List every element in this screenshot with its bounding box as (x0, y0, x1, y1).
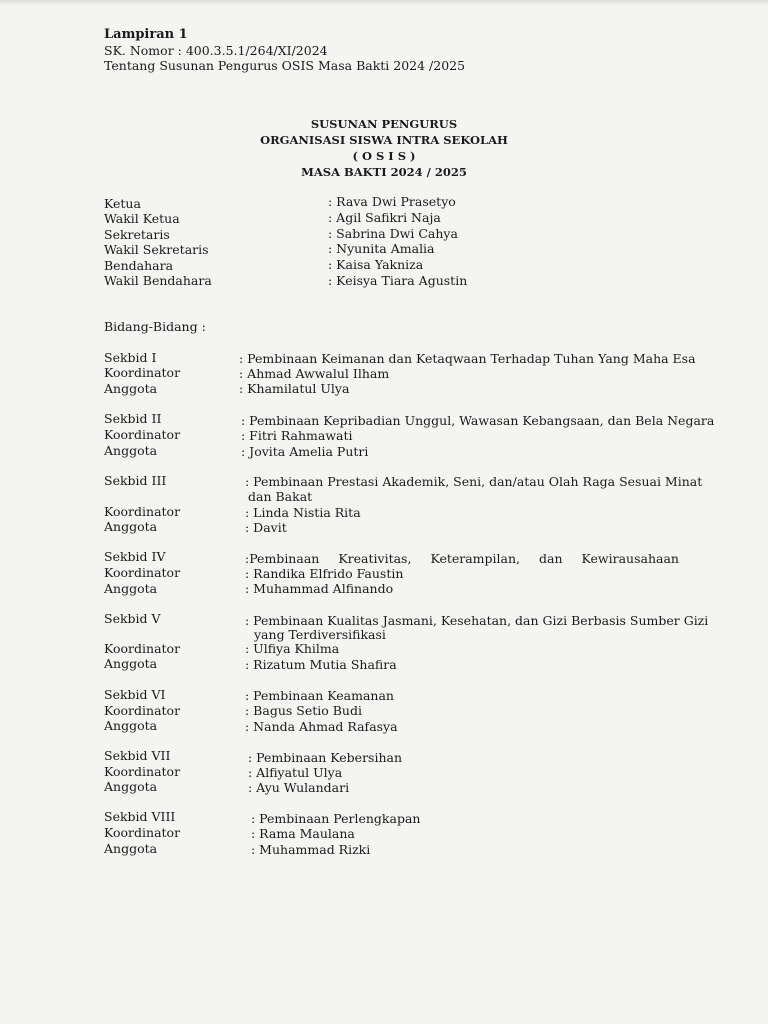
description-word: Keterampilan, (430, 551, 521, 566)
koordinator-name: : Rama Maulana (251, 826, 355, 841)
koordinator-name: : Fitri Rahmawati (241, 428, 353, 443)
description-word: dan (539, 551, 563, 566)
sekbid-description-cont: yang Terdiversifikasi (254, 627, 386, 642)
lampiran-label: Lampiran 1 (104, 27, 188, 42)
sekbid-description: : Pembinaan Keimanan dan Ketaqwaan Terhadap Tuhan Yang Maha Esa (239, 351, 696, 366)
anggota-label: Anggota (104, 381, 158, 396)
koordinator-label: Koordinator (104, 825, 181, 840)
koordinator-name: : Linda Nistia Rita (245, 505, 361, 520)
scan-edge-shadow (0, 0, 768, 6)
title-line-2: ORGANISASI SISWA INTRA SEKOLAH (260, 133, 508, 147)
koordinator-name: : Randika Elfrido Faustin (245, 566, 404, 581)
sekbid-name: Sekbid VI (104, 687, 166, 702)
officer-name: : Agil Safikri Naja (328, 210, 441, 225)
anggota-label: Anggota (104, 656, 158, 671)
description-word: Kreativitas, (338, 551, 412, 566)
title-line-3: ( O S I S ) (352, 149, 416, 163)
officer-name: : Kaisa Yakniza (328, 257, 424, 272)
sekbid-description: : Pembinaan Keamanan (245, 688, 394, 703)
title-line-4: MASA BAKTI 2024 / 2025 (301, 165, 467, 179)
sekbid-description (245, 551, 679, 567)
sekbid-name: Sekbid V (104, 611, 161, 626)
koordinator-label: Koordinator (104, 565, 181, 580)
title-line-1: SUSUNAN PENGURUS (310, 117, 458, 131)
sekbid-name: Sekbid IV (104, 549, 166, 564)
officer-role: Wakil Bendahara (104, 273, 212, 288)
koordinator-name: : Ulfiya Khilma (245, 641, 340, 656)
officer-name: : Nyunita Amalia (328, 241, 435, 256)
anggota-name: : Davit (245, 520, 287, 535)
anggota-label: Anggota (104, 519, 158, 534)
officer-name: : Rava Dwi Prasetyo (328, 194, 456, 209)
anggota-name: : Khamilatul Ulya (239, 381, 350, 396)
sk-number: SK. Nomor : 400.3.5.1/264/XI/2024 (104, 43, 328, 58)
koordinator-name: : Alfiyatul Ulya (248, 765, 343, 780)
officer-name: : Sabrina Dwi Cahya (328, 226, 458, 241)
koordinator-name: : Bagus Setio Budi (245, 703, 362, 718)
koordinator-label: Koordinator (104, 365, 181, 380)
anggota-label: Anggota (104, 841, 158, 856)
officer-role: Wakil Sekretaris (104, 242, 209, 257)
sekbid-name: Sekbid VII (104, 748, 171, 763)
officer-role: Wakil Ketua (104, 211, 180, 226)
sekbid-description-cont: dan Bakat (248, 489, 313, 504)
anggota-label: Anggota (104, 718, 158, 733)
sekbid-name: Sekbid VIII (104, 809, 176, 824)
koordinator-label: Koordinator (104, 427, 181, 442)
officer-role: Ketua (104, 196, 141, 211)
koordinator-label: Koordinator (104, 504, 181, 519)
sekbid-description: : Pembinaan Kualitas Jasmani, Kesehatan, dan Gizi Berbasis Sumber Gizi (245, 613, 709, 628)
sekbid-name: Sekbid II (104, 411, 162, 426)
sekbid-description: : Pembinaan Kepribadian Unggul, Wawasan Kebangsaan, dan Bela Negara (241, 413, 715, 428)
anggota-name: : Nanda Ahmad Rafasya (245, 719, 398, 734)
anggota-name: : Jovita Amelia Putri (241, 444, 369, 459)
sekbid-description: : Pembinaan Kebersihan (248, 750, 403, 765)
officer-role: Sekretaris (104, 227, 170, 242)
anggota-name: : Rizatum Mutia Shafira (245, 657, 397, 672)
sekbid-name: Sekbid I (104, 350, 157, 365)
description-word: :Pembinaan (245, 551, 320, 566)
sekbid-description: : Pembinaan Prestasi Akademik, Seni, dan/atau Olah Raga Sesuai Minat (245, 474, 703, 489)
description-word: Kewirausahaan (581, 551, 679, 566)
sekbid-description: : Pembinaan Perlengkapan (251, 811, 421, 826)
tentang-line: Tentang Susunan Pengurus OSIS Masa Bakti 2024 /2025 (104, 58, 466, 73)
anggota-label: Anggota (104, 581, 158, 596)
koordinator-label: Koordinator (104, 764, 181, 779)
anggota-label: Anggota (104, 443, 158, 458)
officer-name: : Keisya Tiara Agustin (328, 273, 468, 288)
officer-role: Bendahara (104, 258, 174, 273)
sekbid-name: Sekbid III (104, 473, 167, 488)
bidang-heading: Bidang-Bidang : (104, 319, 206, 334)
anggota-name: : Ayu Wulandari (248, 780, 350, 795)
koordinator-label: Koordinator (104, 703, 181, 718)
anggota-name: : Muhammad Rizki (251, 842, 371, 857)
anggota-label: Anggota (104, 779, 158, 794)
koordinator-name: : Ahmad Awwalul Ilham (239, 366, 390, 381)
koordinator-label: Koordinator (104, 641, 181, 656)
anggota-name: : Muhammad Alfinando (245, 581, 394, 596)
